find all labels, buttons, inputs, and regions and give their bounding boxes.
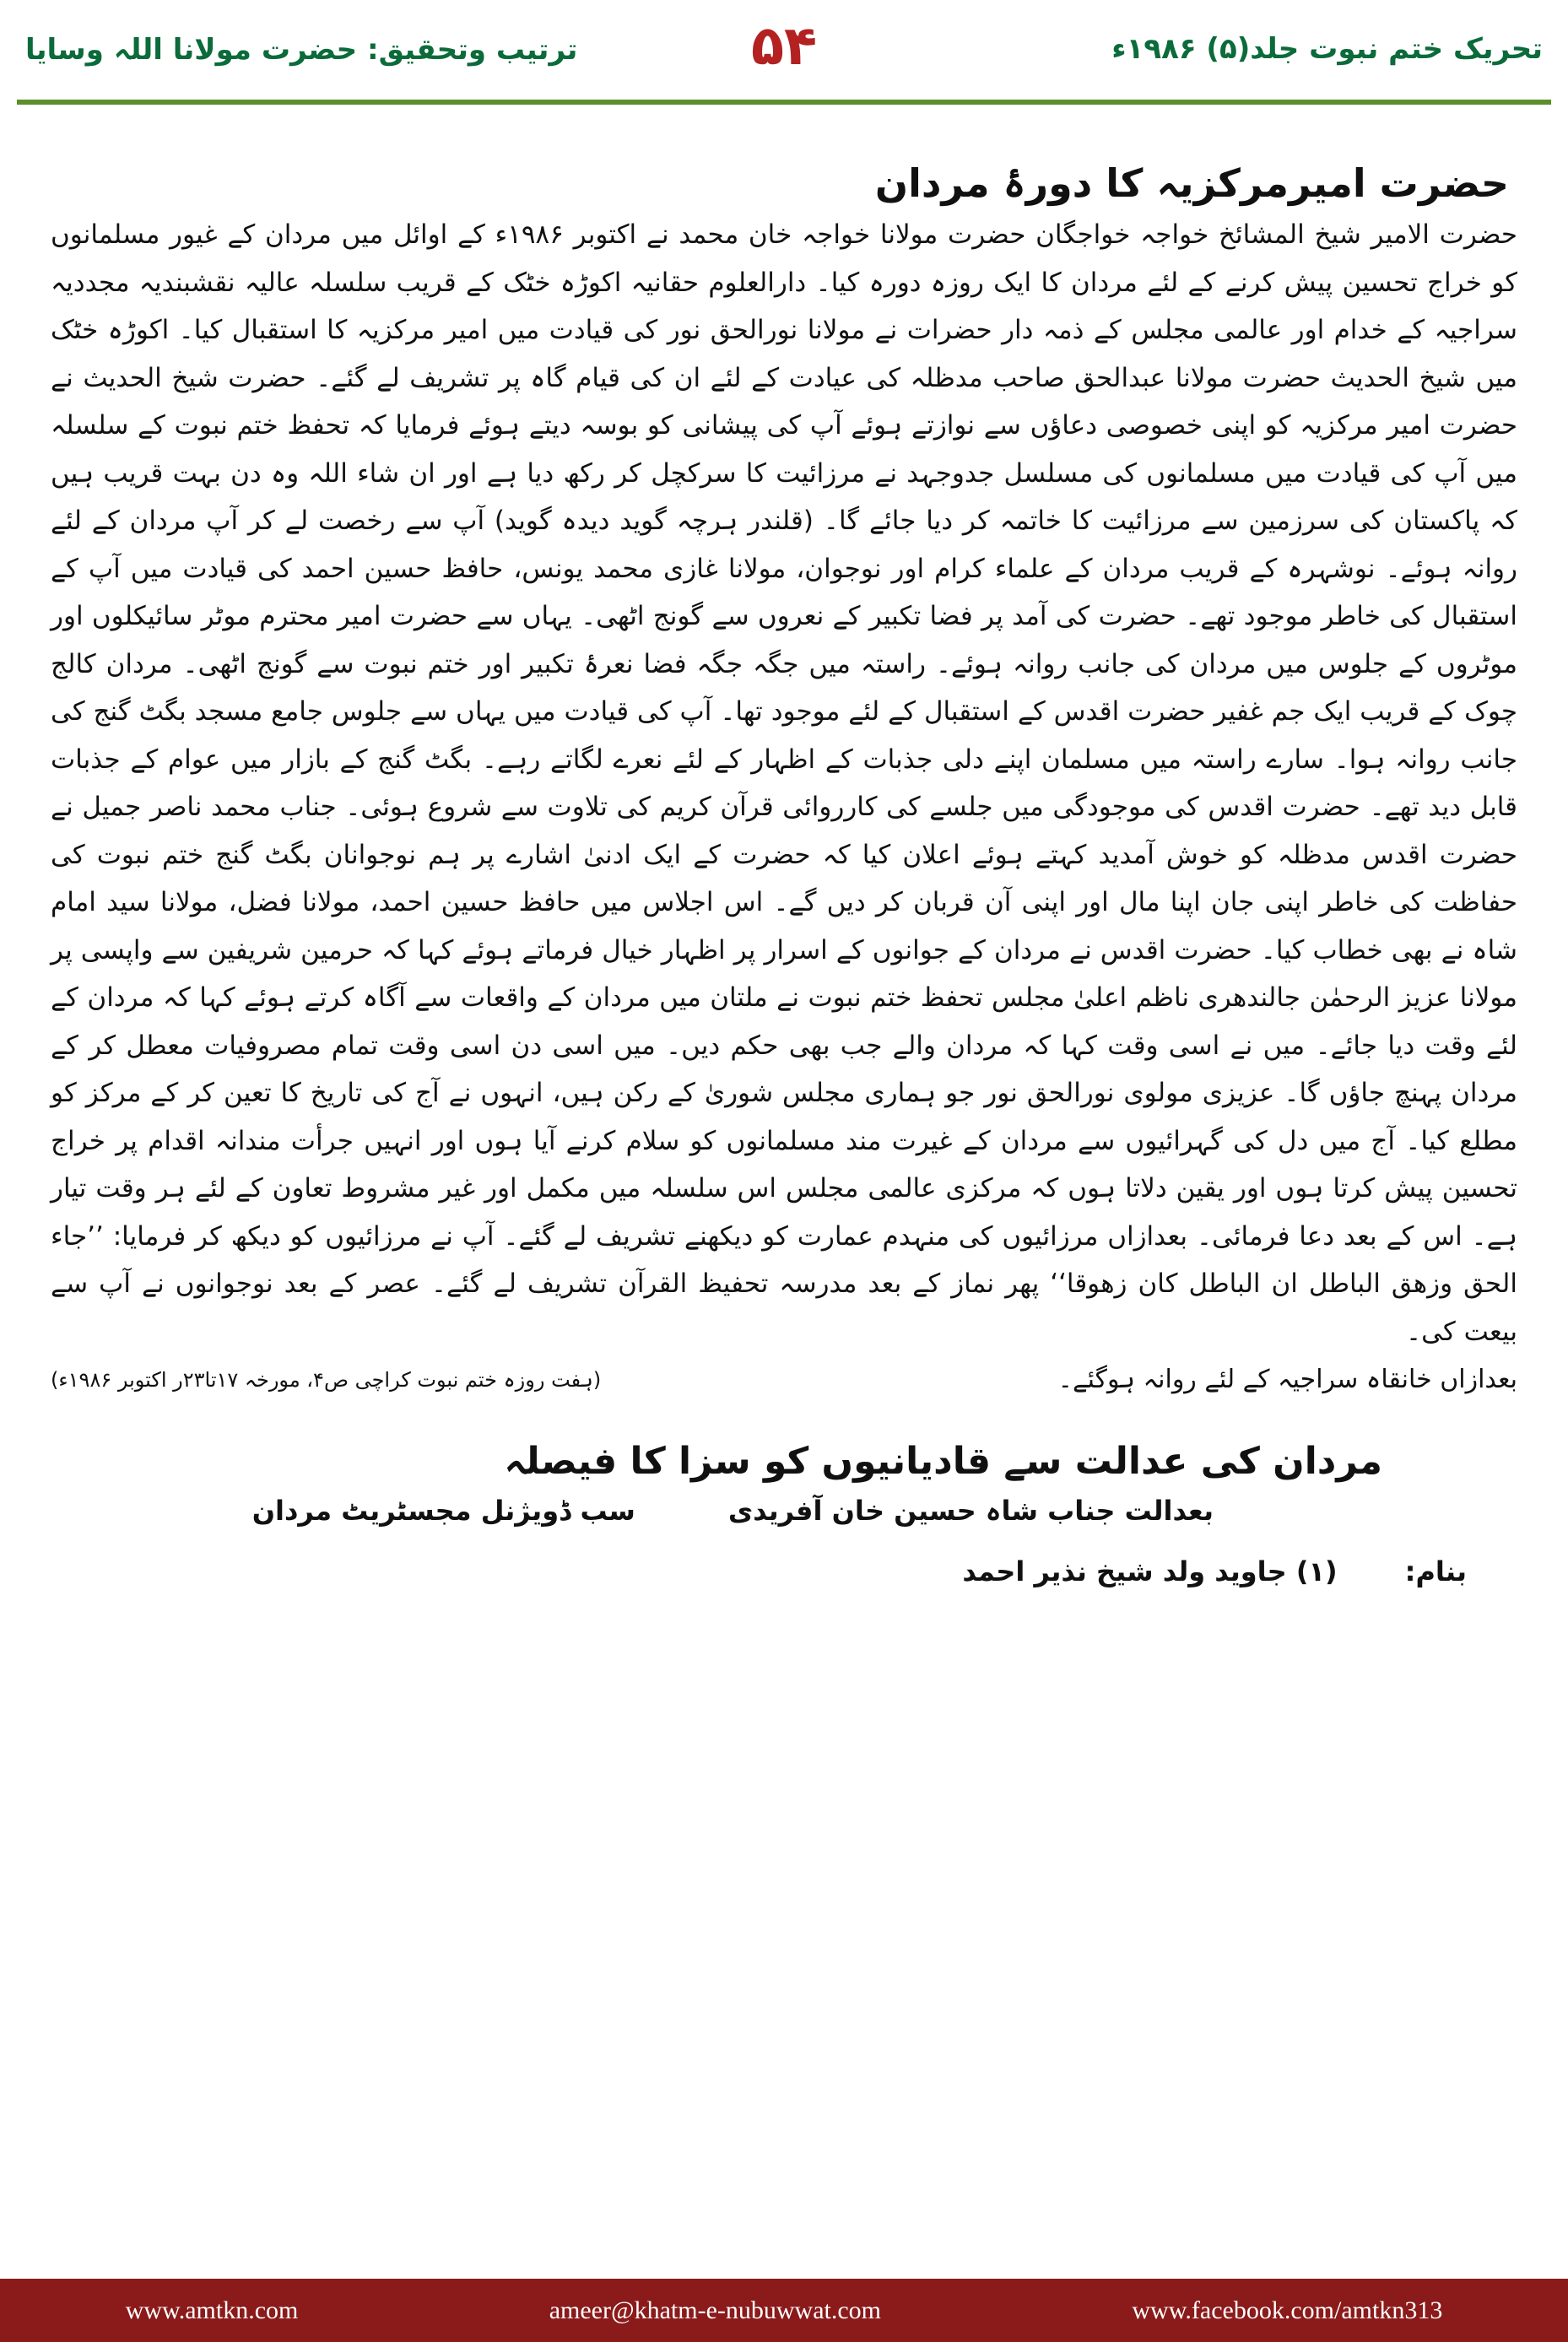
website-link[interactable]: www.amtkn.com (125, 2296, 299, 2324)
article-title: حضرت امیرمرکزیہ کا دورۂ مردان (874, 160, 1509, 206)
compiler-credit: ترتیب وتحقیق: حضرت مولانا اللہ وسایا (25, 33, 578, 67)
accused-name: (۱) جاوید ولد شیخ نذیر احمد (962, 1555, 1338, 1587)
judgment-title: مردان کی عدالت سے قادیانیوں کو سزا کا فیصلہ (504, 1440, 1382, 1483)
page-footer (0, 2279, 1568, 2342)
parties-line (34, 1555, 1517, 1587)
closing-text: بعدازاں خانقاہ سراجیہ کے لئے روانہ ہوگئے۔ (1057, 1365, 1517, 1394)
source-citation: (ہفت روزہ ختم نبوت کراچی ص۴، مورخہ ۱۷تا۲۳ر اکتوبر ۱۹۸۶ء) (51, 1368, 602, 1392)
magistrate-title: سب ڈویژنل مجسٹریٹ مردان (251, 1495, 635, 1527)
court-line (34, 1495, 1517, 1527)
article-closing-line (51, 1355, 1517, 1404)
parties-label: بنام: (1404, 1555, 1467, 1587)
header-divider (17, 100, 1551, 105)
page-header (0, 0, 1568, 127)
page-number: ۵۴ (750, 15, 818, 78)
facebook-link[interactable]: www.facebook.com/amtkn313 (1132, 2296, 1443, 2324)
article-paragraph: حضرت الامیر شیخ المشائخ خواجہ خواجگان حضرت مولانا خواجہ خان محمد نے اکتوبر ۱۹۸۶ء کے اوائل میں مردان کے غیور مسلمانوں کو خراج تحسین پیش کرنے کے لئے مردان کا ایک روزہ دورہ کیا۔ دارالعلوم حقانیہ اکوڑہ خٹک کے قریب سلسلہ عالیہ نقشبندیہ مجددیہ سراجیہ کے خدام اور عالمی مجلس کے ذمہ دار حضرات نے مولانا نورالحق نور کی قیادت میں امیر مرکزیہ کا استقبال کیا۔ اکوڑہ خٹک میں شیخ الحدیث حضرت مولانا عبدالحق صاحب مدظلہ کی عیادت کے لئے ان کی قیام گاہ پر تشریف لے گئے۔ حضرت شیخ الحدیث نے حضرت امیر مرکزیہ کو اپنی خصوصی دعاؤں سے نوازتے ہوئے آپ کی پیشانی کو بوسہ دیتے ہوئے فرمایا کہ تحفظ ختم نبوت کے سلسلہ میں آپ کی قیادت میں مسلمانوں کی مسلسل جدوجہد نے مرزائیت کا سرکچل کر رکھ دیا ہے اور ان شاء اللہ وہ دن بہت قریب ہیں کہ پاکستان کی سرزمین سے مرزائیت کا خاتمہ کر دیا جائے گا۔ (قلندر ہرچہ گوید دیدہ گوید) آپ سے رخصت لے کر آپ مردان کے لئے روانہ ہوئے۔ نوشہرہ کے قریب مردان کے علماء کرام اور نوجوان، مولانا غازی محمد یونس، حافظ حسین احمد کی قیادت میں آپ کے استقبال کی خاطر موجود تھے۔ حضرت کی آمد پر فضا تکبیر کے نعروں سے گونج اٹھی۔ یہاں سے حضرت امیر محترم موٹر سائیکلوں اور موٹروں کے جلوس میں مردان کی جانب روانہ ہوئے۔ راستہ میں جگہ جگہ فضا نعرۂ تکبیر اور ختم نبوت سے گونج اٹھی۔ مردان کالج چوک کے قریب ایک جم غفیر حضرت اقدس کے استقبال کے لئے موجود تھا۔ آپ کی قیادت میں یہاں سے جلوس جامع مسجد بگٹ گنج کی جانب روانہ ہوا۔ سارے راستہ میں مسلمان اپنے دلی جذبات کے اظہار کے لئے نعرے لگاتے رہے۔ بگٹ گنج کے بازار میں عوام کے جذبات قابل دید تھے۔ حضرت اقدس کی موجودگی میں جلسے کی کارروائی قرآن کریم کی تلاوت سے شروع ہوئی۔ جناب محمد ناصر جمیل نے حضرت اقدس مدظلہ کو خوش آمدید کہتے ہوئے اعلان کیا کہ حضرت کے ایک ادنیٰ اشارے پر ہم نوجوانان بگٹ گنج ختم نبوت کی حفاظت کی خاطر اپنی جان اپنا مال اور اپنی آن قربان کر دیں گے۔ اس اجلاس میں حافظ حسین احمد، مولانا فضل، مولانا سید امام شاہ نے بھی خطاب کیا۔ حضرت اقدس نے مردان کے جوانوں کے اسرار پر اظہار خیال فرماتے ہوئے کہا کہ حرمین شریفین سے واپسی پر مولانا عزیز الرحمٰن جالندھری ناظم اعلیٰ مجلس تحفظ ختم نبوت نے ملتان میں مردان کے واقعات سے آگاہ کرتے ہوئے کہا کہ مردان کے لئے وقت دیا جائے۔ میں نے اسی وقت کہا کہ مردان والے جب بھی حکم دیں۔ میں اسی دن اسی وقت تمام مصروفیات معطل کر کے مردان پہنچ جاؤں گا۔ عزیزی مولوی نورالحق نور جو ہماری مجلس شوریٰ کے رکن ہیں، انہوں نے آج کی تاریخ کا تعین کر کے مرکز کو مطلع کیا۔ آج میں دل کی گہرائیوں سے مردان کے غیرت مند مسلمانوں کو سلام کرنے آیا ہوں اور انہیں جرأت مندانہ اقدام پر خراج تحسین پیش کرتا ہوں اور یقین دلاتا ہوں کہ مرکزی عالمی مجلس اس سلسلہ میں مکمل اور غیر مشروط تعاون کے لئے ہر وقت تیار ہے۔ اس کے بعد دعا فرمائی۔ بعدازاں مرزائیوں کی منہدم عمارت کو دیکھنے تشریف لے گئے۔ آپ نے مرزائیوں کو دیکھ کر فرمایا: ’’جاء الحق وزھق الباطل ان الباطل کان زھوقا‘‘ پھر نماز کے بعد مدرسہ تحفیظ القرآن تشریف لے گئے۔ عصر کے بعد نوجوانوں نے آپ سے بیعت کی۔ (51, 219, 1518, 1347)
court-name: بعدالت جناب شاہ حسین خان آفریدی (727, 1495, 1214, 1527)
page-content (34, 135, 1534, 2262)
email-link[interactable]: ameer@khatm-e-nubuwwat.com (549, 2296, 882, 2324)
book-title: تحریک ختم نبوت جلد(۵) ۱۹۸۶ء (1111, 32, 1543, 66)
